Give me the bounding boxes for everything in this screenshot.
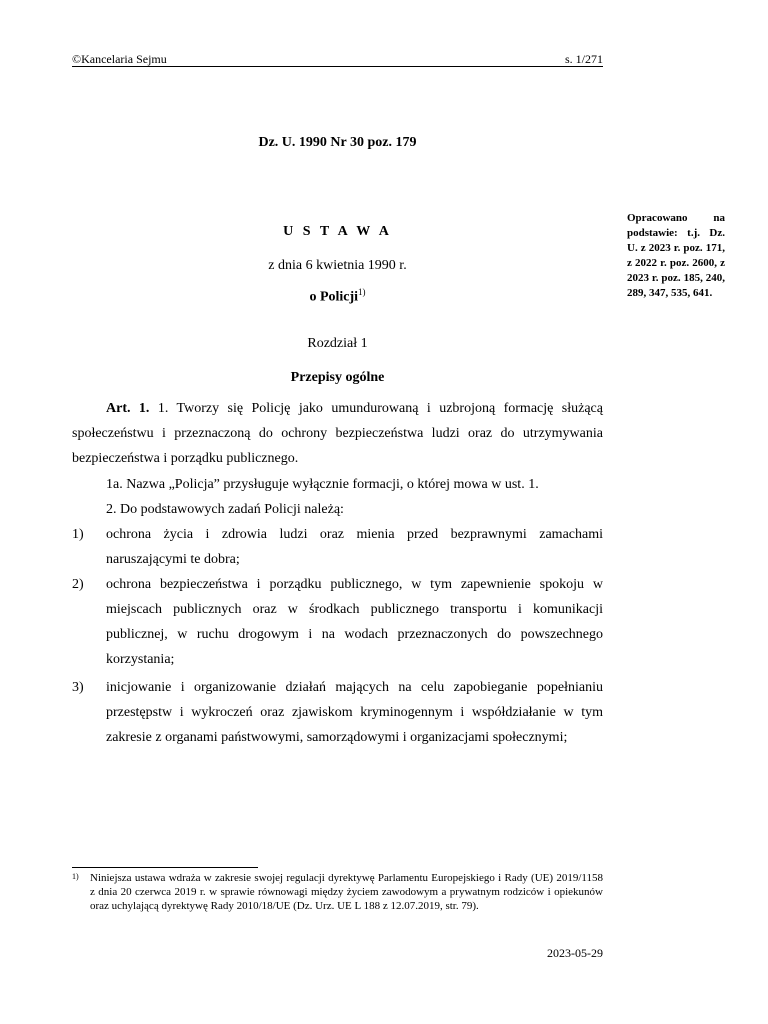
header-divider <box>72 66 603 67</box>
act-title-footnote-ref[interactable]: 1) <box>358 287 366 297</box>
footnote-divider <box>72 867 258 868</box>
article-1-paragraph-1-text: 1. Tworzy się Policję jako umundurowaną i uzbrojoną formację służącą społeczeństwu i przeznaczoną do ochrony bezpieczeństwa ludzi oraz do utrzymywania bezpieczeństwa i porządku publicznego. <box>72 401 603 466</box>
footer-date: 2023-05-29 <box>547 946 603 960</box>
list-item-number: 2) <box>72 577 84 592</box>
act-date: z dnia 6 kwietnia 1990 r. <box>268 258 407 273</box>
side-note-source: Opracowano na podstawie: t.j. Dz. U. z 2023 r. poz. 171, z 2022 r. poz. 2600, z 2023 r. poz. 185, 240, 289, 347, 535, 641. <box>627 212 725 299</box>
article-1-paragraph-1a: 1a. Nazwa „Policja” przysługuje wyłącznie formacji, o której mowa w ust. 1. <box>106 477 539 492</box>
act-type: U S T A W A <box>283 224 392 239</box>
article-1-paragraph-1 <box>72 396 603 471</box>
list-item-text: inicjowanie i organizowanie działań mających na celu zapobieganie popełnianiu przestępstw i wykroczeń oraz zjawiskom kryminogennym i współdziałanie w tym zakresie z organami państwowymi, samorządowymi i organizacjami społecznymi; <box>106 680 603 745</box>
act-title <box>72 287 603 306</box>
header-page-number: s. 1/271 <box>564 52 603 66</box>
footnote-mark: 1) <box>72 872 79 881</box>
article-label: Art. 1. <box>106 401 150 416</box>
list-item-text: ochrona życia i zdrowia ludzi oraz mienia przed bezprawnymi zamachami naruszającymi te dobra; <box>106 527 603 567</box>
act-title-text: o Policji <box>309 289 359 305</box>
list-item-number: 1) <box>72 527 84 542</box>
footnote-text: Niniejsza ustawa wdraża w zakresie swojej regulacji dyrektywę Parlamentu Europejskiego i Rady (UE) 2019/1158 z dnia 20 czerwca 2019 r. w sprawie równowagi między życiem zawodowym a prywatnym rodziców i opiekunów oraz uchylającą dyrektywę Rady 2010/18/UE (Dz. Urz. UE L 188 z 12.07.2019, str. 79). <box>90 872 603 912</box>
header-publisher: ©Kancelaria Sejmu <box>72 52 167 66</box>
list-item-text: ochrona bezpieczeństwa i porządku publicznego, w tym zapewnienie spokoju w miejscach publicznych oraz w środkach publicznego transportu i komunikacji publicznej, w ruchu drogowym i na wodach przeznaczonych do powszechnego korzystania; <box>106 577 603 667</box>
chapter-number: Rozdział 1 <box>307 336 368 351</box>
list-item-number: 3) <box>72 680 84 695</box>
article-1-paragraph-2: 2. Do podstawowych zadań Policji należą: <box>106 502 344 517</box>
chapter-title: Przepisy ogólne <box>290 370 385 385</box>
journal-reference: Dz. U. 1990 Nr 30 poz. 179 <box>258 135 417 150</box>
